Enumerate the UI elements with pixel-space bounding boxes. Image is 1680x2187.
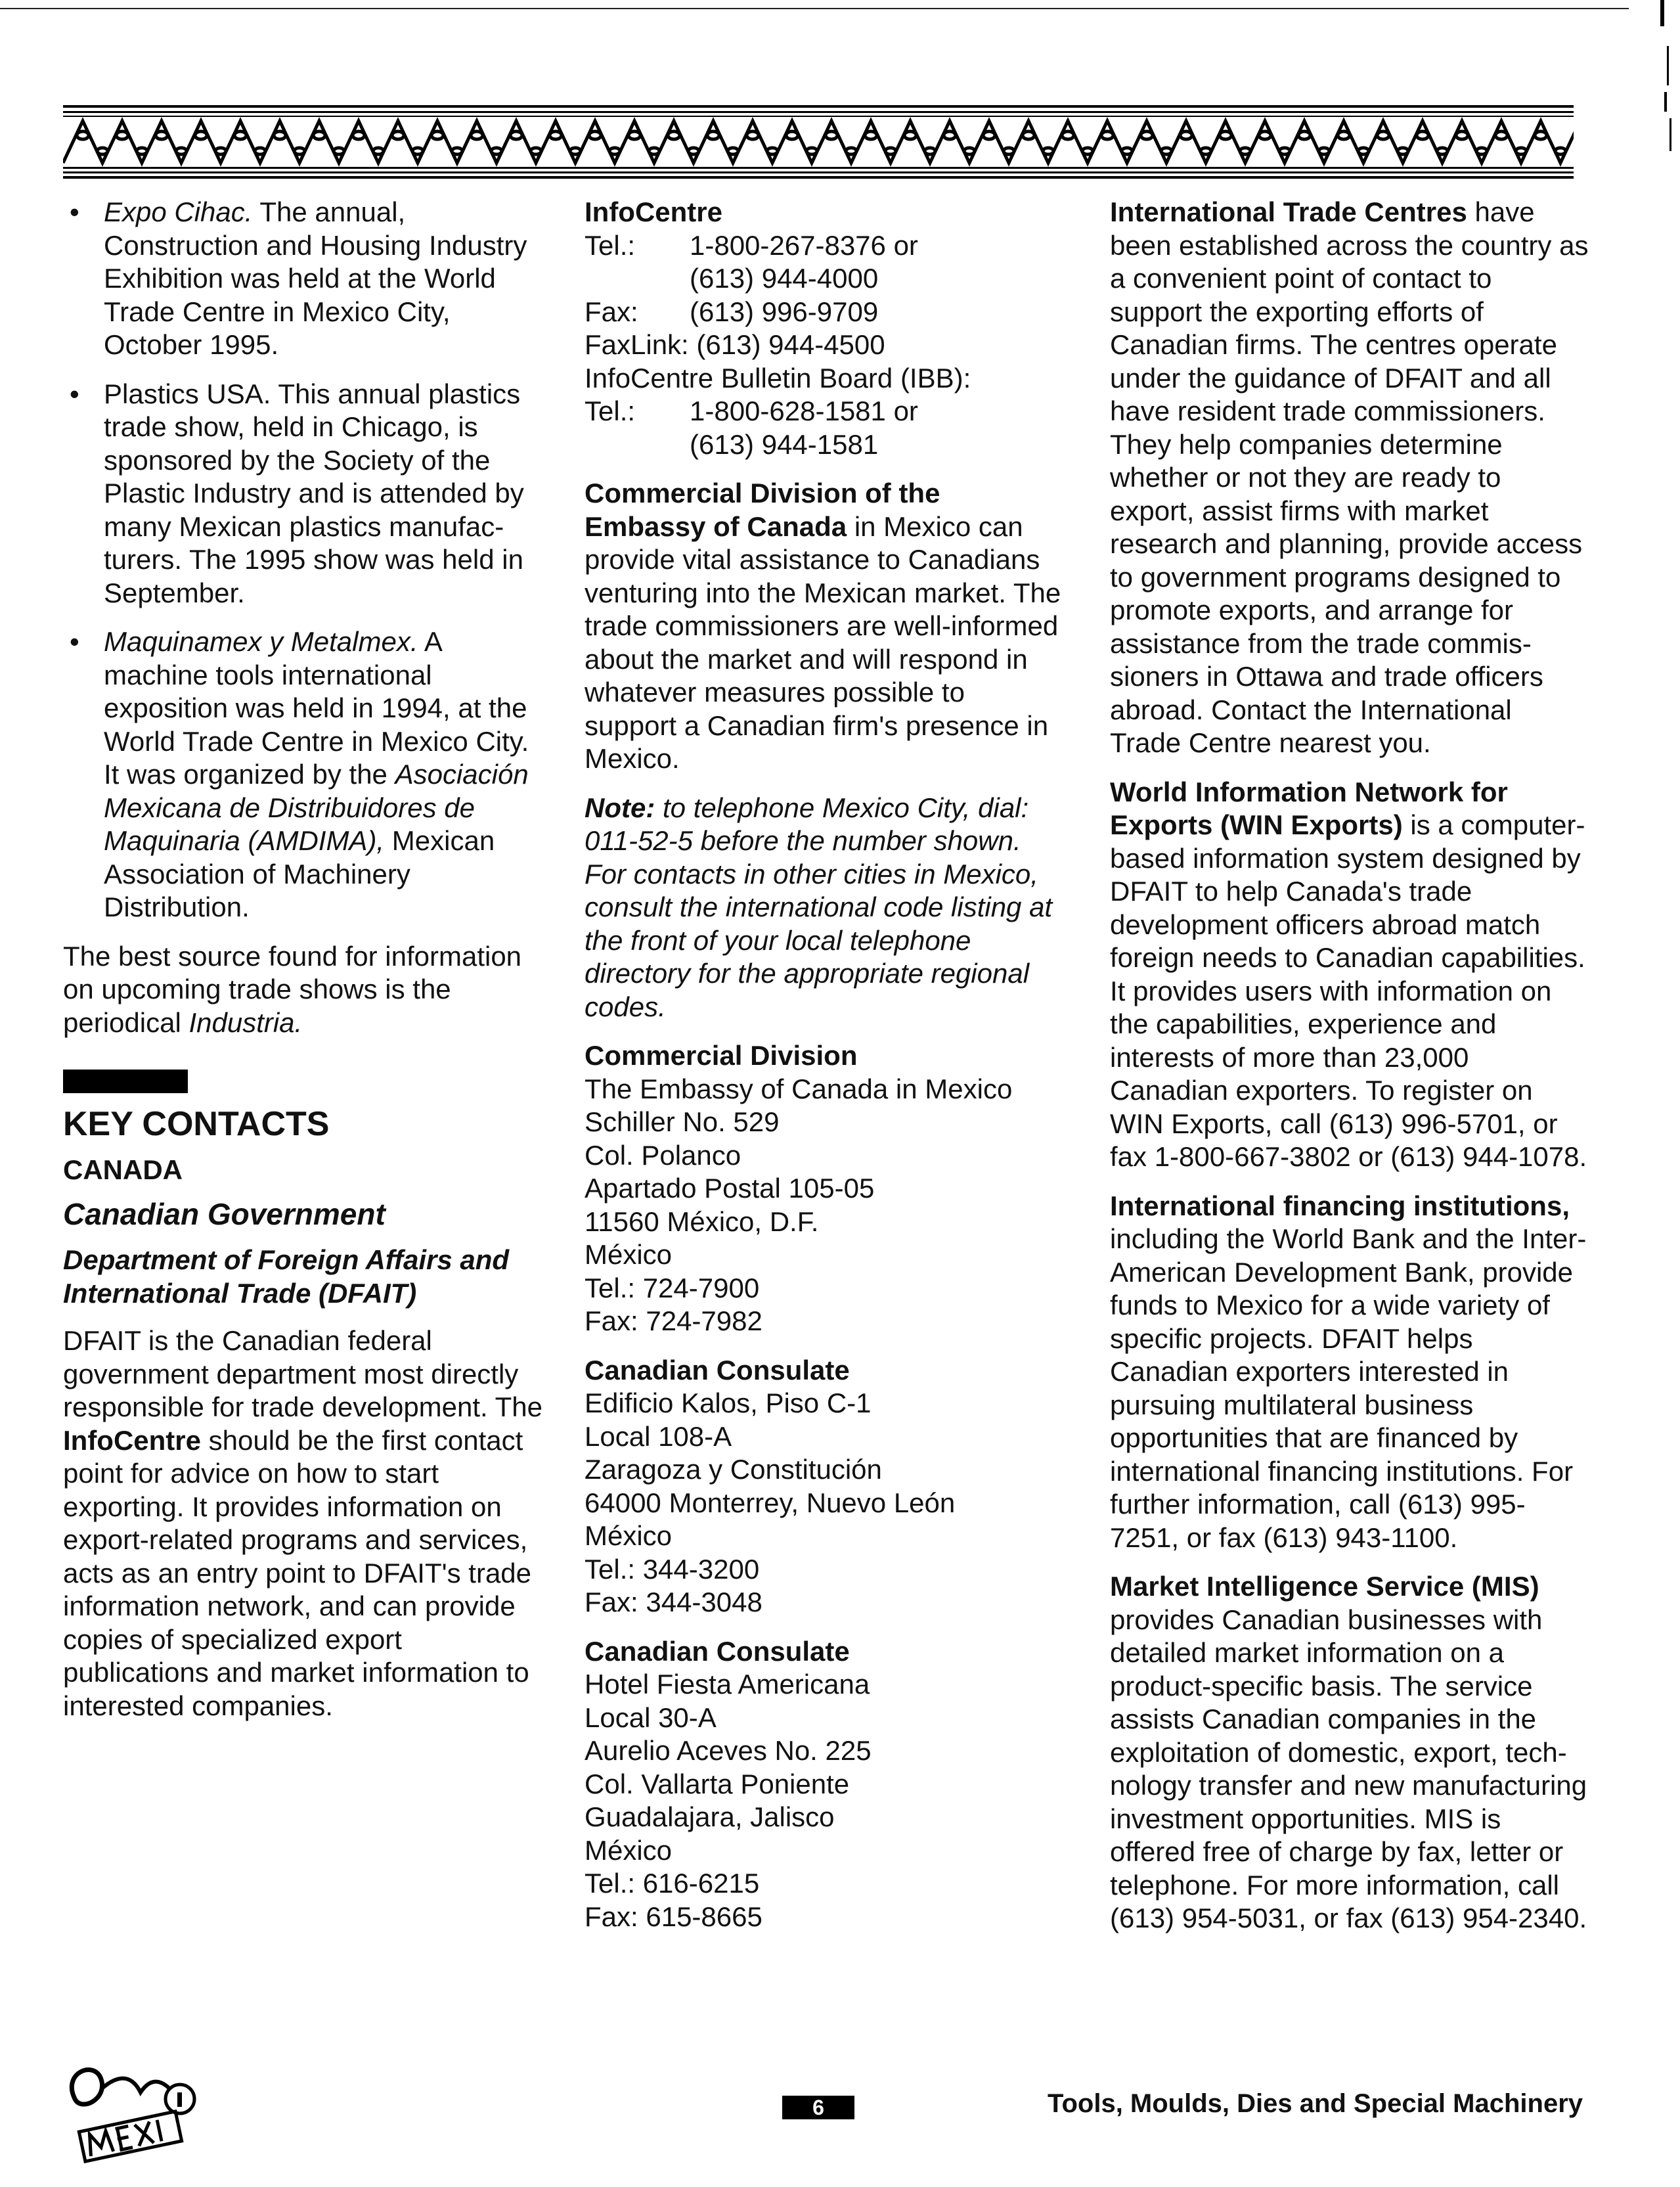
band-dot xyxy=(609,148,620,154)
band-dot xyxy=(274,131,286,139)
contact-row: Fax: (613) 996-9709 xyxy=(585,296,879,327)
address-line: 11560 México, D.F. xyxy=(585,1206,819,1237)
band-dot xyxy=(195,131,207,139)
column-right xyxy=(1110,196,1589,1951)
band-dot xyxy=(156,131,167,139)
address-line: México xyxy=(585,1520,673,1551)
subsection-heading: Canadian Government xyxy=(63,1196,386,1231)
band-dot xyxy=(570,148,581,154)
band-dot xyxy=(412,148,423,154)
paragraph-win-exports: World Information Network for Exports (WIN Exports) is a computer-based information system designed by DFAIT to help Canada's trade development officers abroad match foreign needs to Canadian capabilities. It provides users with information on the capabilities, experience and interests of more than 23,000 Canadian exporters. To register on WIN Exports, call (613) 996-5701, or fax 1-800-667-3802 or (613) 944-1078. xyxy=(1110,776,1587,1172)
band-dot xyxy=(1220,131,1231,139)
contact-row: Tel.: 1-800-628-1581 or xyxy=(585,395,918,426)
zigzag-line xyxy=(63,121,1574,163)
bullet-icon: • xyxy=(70,626,79,657)
band-dot xyxy=(531,148,541,154)
address-line: Zaragoza y Constitución xyxy=(585,1454,882,1485)
band-dot xyxy=(431,131,443,139)
band-dot xyxy=(589,131,601,139)
address-line: 64000 Monterrey, Nuevo León xyxy=(585,1487,956,1518)
infocentre-block xyxy=(585,196,1064,461)
band-dot xyxy=(944,131,956,139)
address-line: México xyxy=(585,1239,673,1270)
band-dot xyxy=(846,148,856,154)
band-dot xyxy=(728,148,738,154)
contact-row: (613) 944-4000 xyxy=(690,263,879,294)
list-item: • Plastics USA. This annual plastics trade show, held in Chicago, is sponsored by the Society of the Plastic Industry and is attended by many Mexican plastics manufacturers. The 1995 show was held in September. xyxy=(70,378,524,608)
band-dot xyxy=(1082,148,1093,154)
band-dot xyxy=(1358,148,1369,154)
band-dot xyxy=(1495,131,1507,139)
band-dot xyxy=(925,148,935,154)
address-line: Apartado Postal 105-05 xyxy=(585,1173,875,1204)
list-item: • Maquinamex y Metalmex. A machine tools international exposition was held in 1994, at the World Trade Centre in Mexico City. It was organized by the Asociación Mexicana de Distribuidores de Maquinaria (AMDIMA), Mexican Association of Machinery Distribution. xyxy=(70,626,529,922)
contact-row: Tel.: 1-800-267-8376 or xyxy=(585,229,918,261)
department-heading: Department of Foreign Affairs and International Trade (DFAIT) xyxy=(63,1244,510,1309)
band-dot xyxy=(1180,131,1192,139)
band-dot xyxy=(215,148,226,154)
band-dot xyxy=(1201,148,1211,154)
band-dot xyxy=(885,148,896,154)
page-number: 6 xyxy=(782,2096,854,2119)
band-dot xyxy=(1161,148,1172,154)
paragraph-financing: International financing institutions, including the World Bank and the Inter-American Development Bank, provide funds to Mexico for a wide variety of specific projects. DFAIT helps Canadian exporters interested in pursuing multilateral business opportunities that are financed by international financing institutions. For further information, call (613) 995-7251, or fax (613) 943-1100. xyxy=(1110,1190,1587,1553)
band-dot xyxy=(353,131,365,139)
band-dot xyxy=(865,131,877,139)
band-dot xyxy=(392,131,404,139)
band-dot xyxy=(550,131,562,139)
band-dot xyxy=(294,148,305,154)
band-dot xyxy=(1043,148,1053,154)
address-line: Edificio Kalos, Piso C-1 xyxy=(585,1387,872,1418)
bullet-icon: • xyxy=(70,196,79,227)
address-line: Fax: 344-3048 xyxy=(585,1587,763,1617)
address-line: Tel.: 344-3200 xyxy=(585,1553,760,1585)
address-line: Fax: 615-8665 xyxy=(585,1901,763,1932)
address-block xyxy=(585,1635,1064,1934)
address-line: Hotel Fiesta Americana xyxy=(585,1669,870,1700)
band-dot xyxy=(176,148,187,154)
address-title: Canadian Consulate xyxy=(585,1635,850,1667)
band-dot xyxy=(649,148,659,154)
band-dot xyxy=(964,148,975,154)
address-title: Canadian Consulate xyxy=(585,1354,850,1386)
address-line: Guadalajara, Jalisco xyxy=(585,1801,835,1832)
address-block xyxy=(585,1039,1064,1338)
band-dot xyxy=(1298,131,1310,139)
band-dot xyxy=(255,148,265,154)
band-dot xyxy=(807,148,817,154)
ibb-line: InfoCentre Bulletin Board (IBB): xyxy=(585,362,971,394)
paragraph-trade-centres: International Trade Centres have been established across the country as a convenient point of contact to support the exporting efforts of Canadian firms. The centres operate under the guidance of DFAIT and all have resident trade commissioners. They help companies determine whether or not they are ready to export, assist firms with market research and planning, provide access to government programs designed to promote exports, and arrange for assistance from the trade commissioners in Ottawa and trade officers abroad. Contact the International Trade Centre nearest you. xyxy=(1110,196,1589,758)
address-line: Col. Vallarta Poniente xyxy=(585,1768,850,1799)
band-dot xyxy=(707,131,719,139)
band-dot xyxy=(313,131,325,139)
band-dot xyxy=(826,131,837,139)
band-dot xyxy=(116,131,128,139)
scan-top-line xyxy=(0,8,1629,9)
band-dot xyxy=(629,131,640,139)
band-dot xyxy=(1062,131,1074,139)
band-dot xyxy=(1122,148,1132,154)
band-dot xyxy=(510,131,522,139)
address-line: Col. Polanco xyxy=(585,1139,741,1171)
band-dot xyxy=(97,148,108,154)
band-dot xyxy=(137,148,147,154)
band-dot xyxy=(1259,131,1271,139)
band-dot xyxy=(234,131,246,139)
band-dot xyxy=(1377,131,1389,139)
band-dot xyxy=(1437,148,1448,154)
contact-row: (613) 944-1581 xyxy=(690,428,879,460)
dfait-paragraph: DFAIT is the Canadian federal government department most directly responsible for trade development. The InfoCentre should be the first contact point for advice on how to start exporting. It provides information on export-related programs and services, acts as an entry point to DFAIT's trade information network, and can provide copies of specialized export publications and market information to interested companies. xyxy=(63,1325,542,1721)
trade-show-list xyxy=(63,196,542,924)
address-line: The Embassy of Canada in Mexico xyxy=(585,1073,1013,1104)
address-line: Schiller No. 529 xyxy=(585,1106,780,1137)
address-list xyxy=(585,1039,1064,1933)
band-dot xyxy=(1101,131,1113,139)
band-dot xyxy=(1555,148,1566,154)
band-dot xyxy=(452,148,462,154)
scan-edge-marks xyxy=(1648,0,1675,171)
export-mexico-logo xyxy=(55,2053,200,2165)
footer-title: Tools, Moulds, Dies and Special Machinery xyxy=(1048,2089,1583,2118)
note-paragraph: Note: to telephone Mexico City, dial: 011-52-5 before the number shown. For contacts in other cities in Mexico, consult the international code listing at the front of your local telephone directory for the appropriate regional codes. xyxy=(585,792,1053,1022)
infocentre-title: InfoCentre xyxy=(585,196,722,227)
band-dot xyxy=(1398,148,1408,154)
band-dot xyxy=(1004,148,1014,154)
address-line: Aurelio Aceves No. 225 xyxy=(585,1735,872,1766)
band-dot xyxy=(688,148,699,154)
column-left xyxy=(63,196,542,1738)
band-dot xyxy=(1456,131,1468,139)
band-dot xyxy=(668,131,680,139)
band-dot xyxy=(1535,131,1547,139)
band-dot xyxy=(1240,148,1250,154)
band-dot xyxy=(1141,131,1153,139)
address-line: Tel.: 724-7900 xyxy=(585,1272,760,1303)
band-dot xyxy=(77,131,89,139)
band-dot xyxy=(983,131,995,139)
address-line: Local 30-A xyxy=(585,1702,717,1733)
band-dot xyxy=(1023,131,1034,139)
decorative-zigzag-band xyxy=(63,105,1574,179)
band-dot xyxy=(786,131,798,139)
band-dot xyxy=(491,148,502,154)
band-dot xyxy=(471,131,483,139)
address-line: Local 108-A xyxy=(585,1420,732,1452)
list-item: • Expo Cihac. The annual, Construction and Housing Industry Exhibition was held at the World Trade Centre in Mexico City, October 1995. xyxy=(70,196,527,360)
address-block xyxy=(585,1354,1064,1619)
address-line: Tel.: 616-6215 xyxy=(585,1868,760,1899)
band-dot xyxy=(1516,148,1526,154)
column-middle xyxy=(585,196,1064,1949)
band-dot xyxy=(334,148,344,154)
band-dot xyxy=(1476,148,1487,154)
band-dot xyxy=(373,148,384,154)
faxlink-line: FaxLink: (613) 944-4500 xyxy=(585,329,885,360)
address-title: Commercial Division xyxy=(585,1040,858,1071)
band-dot xyxy=(1417,131,1428,139)
section-marker-bar xyxy=(63,1070,188,1093)
section-heading: KEY CONTACTS xyxy=(63,1105,330,1143)
band-dot xyxy=(904,131,916,139)
commercial-paragraph: Commercial Division of the Embassy of Canada in Mexico can provide vital assistance to Canadians venturing into the Mexican market. The trade commissioners are well-informed about the market and will respond in whatever measures possible to support a Canadian firm's presence in Mexico. xyxy=(585,478,1061,774)
address-line: Fax: 724-7982 xyxy=(585,1305,763,1336)
source-paragraph: The best source found for information on upcoming trade shows is the periodical Industria. xyxy=(63,940,522,1038)
bullet-icon: • xyxy=(70,378,79,409)
band-dot xyxy=(767,148,778,154)
band-dot xyxy=(1279,148,1290,154)
paragraph-mis: Market Intelligence Service (MIS) provides Canadian businesses with detailed market information on a product-specific basis. The service assists Canadian companies in the exploitation of domestic, export, technology transfer and new manufacturing investment opportunities. MIS is offered free of charge by fax, letter or telephone. For more information, call (613) 954-5031, or fax (613) 954-2340. xyxy=(1110,1571,1587,1933)
band-dot xyxy=(1319,148,1329,154)
address-line: México xyxy=(585,1834,673,1866)
country-heading: CANADA xyxy=(63,1154,183,1185)
band-dot xyxy=(1338,131,1350,139)
band-dot xyxy=(747,131,759,139)
